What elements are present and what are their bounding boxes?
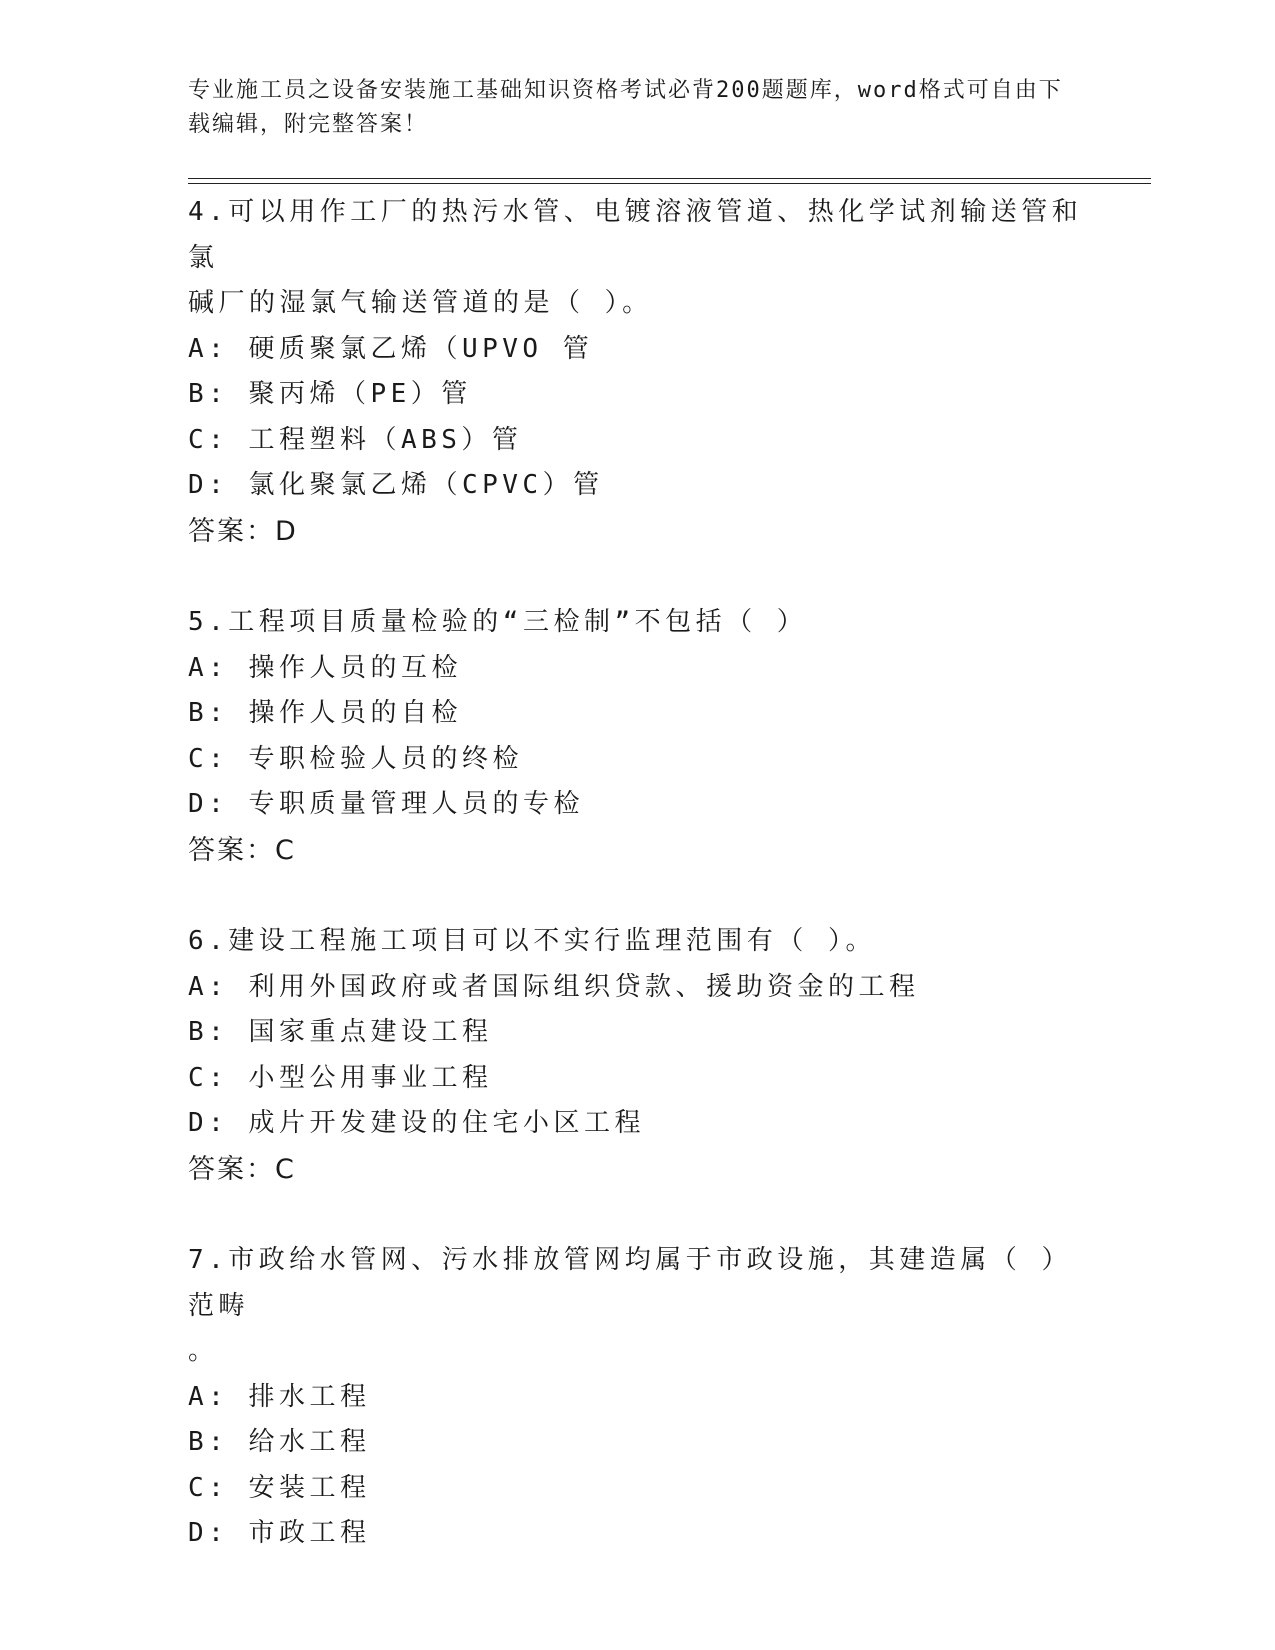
question-item bbox=[188, 190, 1088, 554]
option-c: C: 小型公用事业工程 bbox=[188, 1062, 493, 1093]
option-b: B: 给水工程 bbox=[188, 1427, 371, 1457]
question-stem-line: 4.可以用作工厂的热污水管、电镀溶液管道、热化学试剂输送管和氯 bbox=[188, 197, 1083, 273]
option-d: D: 成片开发建设的住宅小区工程 bbox=[188, 1108, 645, 1138]
question-item bbox=[188, 1238, 1088, 1557]
option-a: A: 利用外国政府或者国际组织贷款、援助资金的工程 bbox=[188, 971, 920, 1002]
option-a: A: 硬质聚氯乙烯（UPVO 管 bbox=[188, 333, 594, 364]
option-c: C: 工程塑料（ABS）管 bbox=[188, 424, 523, 455]
question-stem-line: 碱厂的湿氯气输送管道的是（ ）。 bbox=[188, 288, 653, 318]
header-divider-bottom bbox=[188, 183, 1151, 184]
option-a: A: 排水工程 bbox=[188, 1381, 371, 1412]
answer-label: 答案：D bbox=[188, 515, 298, 547]
header-divider-top bbox=[188, 178, 1151, 179]
option-c: C: 安装工程 bbox=[188, 1472, 371, 1503]
question-item bbox=[188, 600, 1088, 873]
question-stem-line: 。 bbox=[188, 1336, 219, 1366]
option-d: D: 氯化聚氯乙烯（CPVC）管 bbox=[188, 470, 604, 500]
question-stem-line: 6.建设工程施工项目可以不实行监理范围有（ ）。 bbox=[188, 926, 876, 956]
document-header: 专业施工员之设备安装施工基础知识资格考试必背200题题库，word格式可自由下载编辑，附完整答案！ bbox=[188, 78, 1063, 137]
option-b: B: 操作人员的自检 bbox=[188, 698, 462, 728]
option-d: D: 专职质量管理人员的专检 bbox=[188, 789, 584, 819]
question-stem-line: 5.工程项目质量检验的“三检制”不包括（ ） bbox=[188, 607, 808, 637]
answer-label: 答案：C bbox=[188, 834, 296, 866]
question-list bbox=[188, 190, 1088, 1603]
option-b: B: 聚丙烯（PE）管 bbox=[188, 379, 472, 409]
option-c: C: 专职检验人员的终检 bbox=[188, 743, 523, 774]
question-item bbox=[188, 919, 1088, 1192]
option-d: D: 市政工程 bbox=[188, 1518, 371, 1548]
question-stem-line: 7.市政给水管网、污水排放管网均属于市政设施，其建造属（ ）范畴 bbox=[188, 1245, 1072, 1321]
option-a: A: 操作人员的互检 bbox=[188, 652, 462, 683]
answer-label: 答案：C bbox=[188, 1153, 296, 1185]
option-b: B: 国家重点建设工程 bbox=[188, 1017, 493, 1047]
